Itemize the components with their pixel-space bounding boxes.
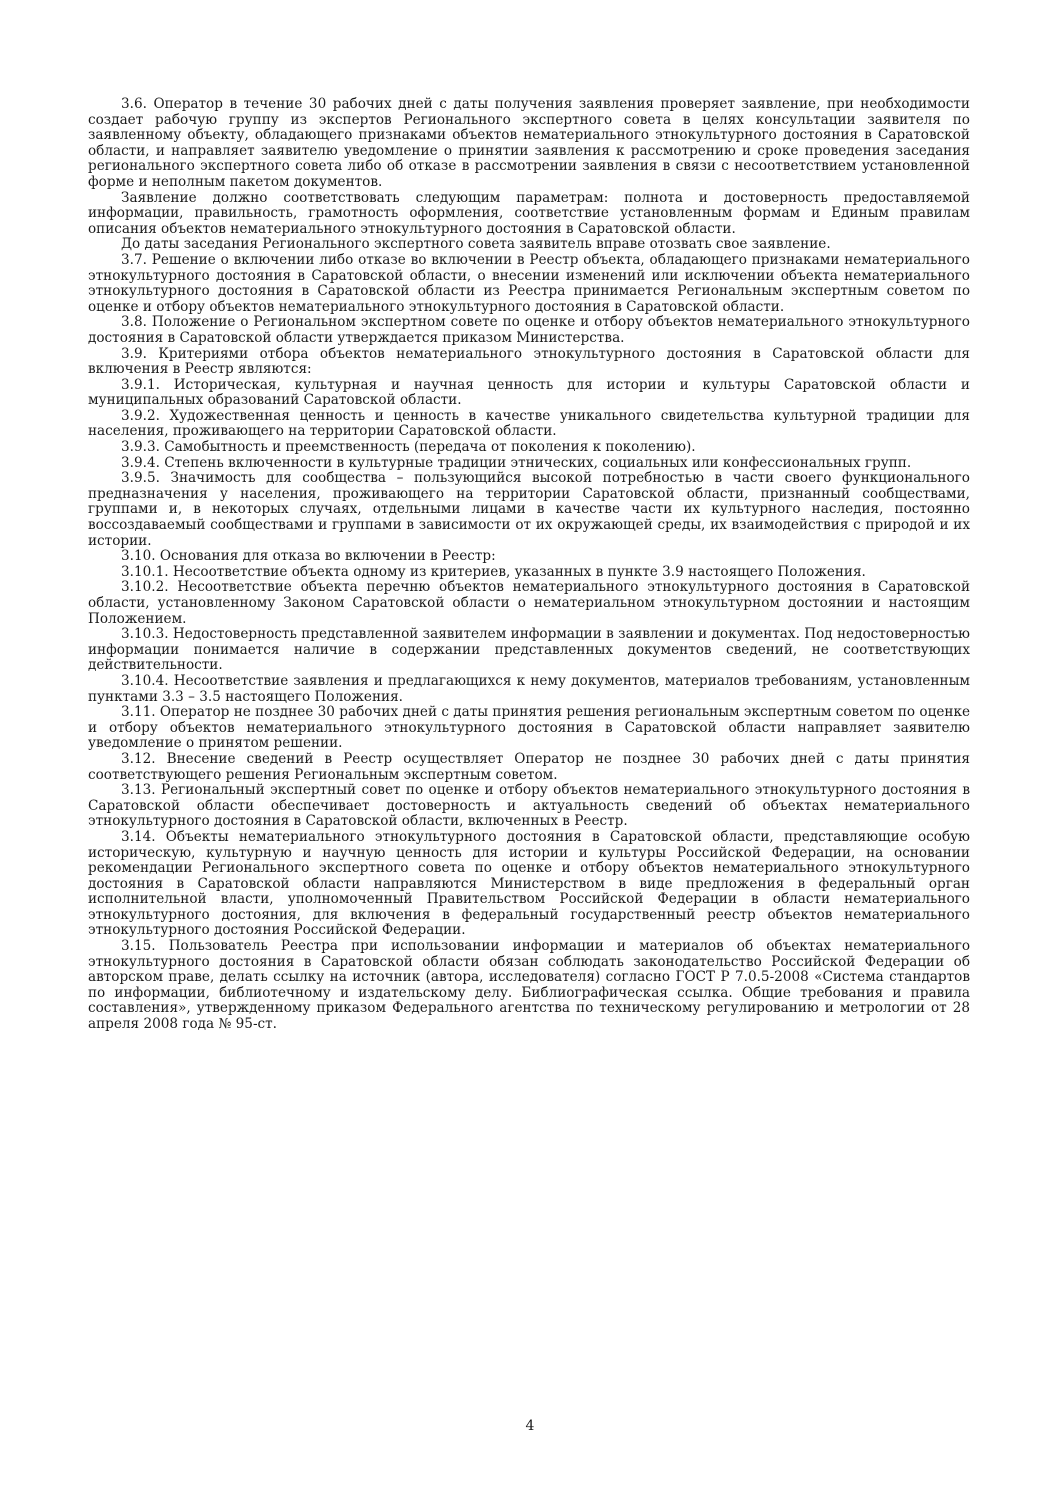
paragraph-3-9-1: 3.9.1. Историческая, культурная и научная ценность для истории и культуры Саратовской области и муниципальных образований Саратовской области. — [88, 376, 970, 409]
paragraph-3-6: 3.6. Оператор в течение 30 рабочих дней с даты получения заявления проверяет заявление, при необходимости создает рабочую группу из экспертов Регионального экспертного совета в целях консультации заявителя по заявленному объекту, обладающего признаками объектов нематериального этнокультурного достояния в Саратовской области, и направляет заявителю уведомление о принятии заявления к рассмотрению и сроке проведения заседания регионального экспертного совета либо об отказе в рассмотрении заявления в связи с несоответствием установленной форме и неполным пакетом документов. — [88, 96, 970, 190]
paragraph-3-13: 3.13. Региональный экспертный совет по оценке и отбору объектов нематериального этнокультурного достояния в Саратовской области обеспечивает достоверность и актуальность сведений об объектах нематериального этнокультурного достояния в Саратовской области, включенных в Реестр. — [88, 782, 970, 830]
paragraph-3-10-2: 3.10.2. Несоответствие объекта перечню объектов нематериального этнокультурного достояния в Саратовской области, установленному Законом Саратовской области о нематериальном этнокультурном достоянии и настоящим Положением. — [88, 579, 970, 627]
paragraph-3-15: 3.15. Пользователь Реестра при использовании информации и материалов об объектах нематериального этнокультурного достояния в Саратовской области обязан соблюдать законодательство Российской Федерации об авторском праве, делать ссылку на источник (автора, исследователя) согласно ГОСТ Р 7.0.5-2008 «Система стандартов по информации, библиотечному и издательскому делу. Библиографическая ссылка. Общие требования и правила составления», утвержденному приказом Федерального агентства по техническому регулированию и метрологии от 28 апреля 2008 года № 95-ст. — [88, 938, 970, 1033]
document-body — [88, 97, 970, 1033]
paragraph-3-9-4: 3.9.4. Степень включенности в культурные традиции этнических, социальных или конфессиональных групп. — [121, 454, 912, 471]
paragraph-3-9-2: 3.9.2. Художественная ценность и ценность в качестве уникального свидетельства культурной традиции для населения, проживающего на территории Саратовской области. — [88, 407, 970, 440]
page-number: 4 — [525, 1418, 535, 1434]
paragraph-3-8: 3.8. Положение о Региональном экспертном совете по оценке и отбору объектов нематериального этнокультурного достояния в Саратовской области утверждается приказом Министерства. — [88, 314, 970, 346]
paragraph-3-9-5: 3.9.5. Значимость для сообщества – пользующийся высокой потребностью в части своего функционального предназначения у населения, проживающего на территории Саратовской области, признанный сообществами, группами и, в некоторых случаях, отдельными лицами в качестве части их культурного наследия, постоянно воссоздаваемый сообществами и группами в зависимости от их окружающей среды, их взаимодействия с природой и их истории. — [88, 470, 970, 549]
paragraph-3-14: 3.14. Объекты нематериального этнокультурного достояния в Саратовской области, представляющие особую историческую, культурную и научную ценность для истории и культуры Российской Федерации, на основании рекомендации Регионального экспертного совета по оценке и отбору объектов нематериального этнокультурного достояния в Саратовской области направляются Министерством в виде предложения в федеральный орган исполнительной власти, уполномоченный Правительством Российской Федерации в области нематериального этнокультурного достояния, для включения в федеральный государственный реестр объектов нематериального этнокультурного достояния Российской Федерации. — [88, 828, 970, 939]
paragraph-3-9-3: 3.9.3. Самобытность и преемственность (передача от поколения к поколению). — [121, 439, 696, 456]
paragraph-3-10-1: 3.10.1. Несоответствие объекта одному из критериев, указанных в пункте 3.9 настоящего Положения. — [121, 563, 866, 580]
paragraph-application-requirements: Заявление должно соответствовать следующим параметрам: полнота и достоверность предоставляемой информации, правильность, грамотность оформления, соответствие установленным формам и Единым правилам описания объектов нематериального этнокультурного достояния в Саратовской области. — [88, 189, 970, 237]
paragraph-3-10-4: 3.10.4. Несоответствие заявления и предлагающихся к нему документов, материалов требованиям, установленным пунктами 3.3 – 3.5 настоящего Положения. — [88, 672, 970, 705]
paragraph-withdrawal: До даты заседания Регионального экспертного совета заявитель вправе отозвать свое заявление. — [121, 236, 831, 253]
paragraph-3-10-3: 3.10.3. Недостоверность представленной заявителем информации в заявлении и документах. Под недостоверностью информации понимается наличие в содержании представленных документов сведений, не соответствующих действительности. — [88, 626, 970, 674]
paragraph-3-11: 3.11. Оператор не позднее 30 рабочих дней с даты принятия решения региональным экспертным советом по оценке и отбору объектов нематериального этнокультурного достояния в Саратовской области направляет заявителю уведомление о принятом решении. — [88, 704, 970, 752]
paragraph-3-9: 3.9. Критериями отбора объектов нематериального этнокультурного достояния в Саратовской области для включения в Реестр являются: — [88, 345, 970, 378]
paragraph-3-7: 3.7. Решение о включении либо отказе во включении в Реестр объекта, обладающего признаками нематериального этнокультурного достояния в Саратовской области, о внесении изменений или исключении объекта нематериального этнокультурного достояния в Саратовской области из Реестра принимается Региональным экспертным советом по оценке и отбору объектов нематериального этнокультурного достояния в Саратовской области. — [88, 251, 970, 315]
paragraph-3-12: 3.12. Внесение сведений в Реестр осуществляет Оператор не позднее 30 рабочих дней с даты принятия соответствующего решения Региональным экспертным советом. — [88, 750, 970, 783]
paragraph-3-10: 3.10. Основания для отказа во включении в Реестр: — [121, 548, 496, 565]
